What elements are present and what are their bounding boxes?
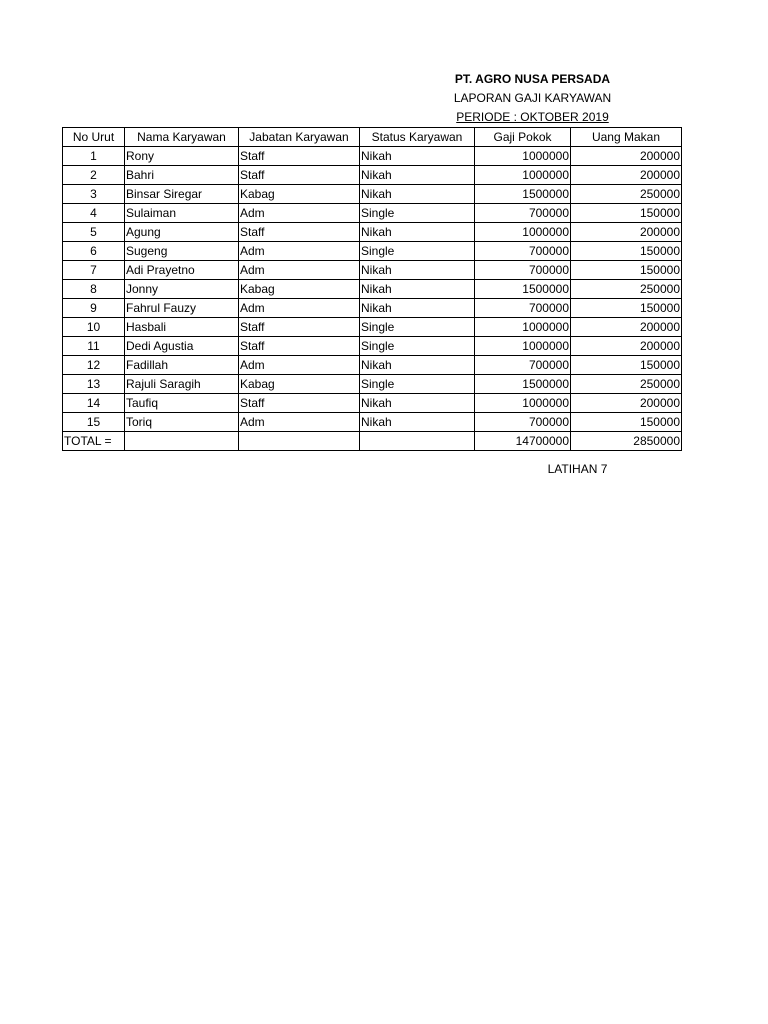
- cell-jabatan-karyawan: Adm: [239, 299, 360, 318]
- cell-uang-makan: 250000: [571, 280, 682, 299]
- cell-nama-karyawan: Fahrul Fauzy: [125, 299, 239, 318]
- table-row: [63, 356, 682, 375]
- cell-status-karyawan: Single: [360, 242, 475, 261]
- cell-uang-makan: 150000: [571, 242, 682, 261]
- cell-uang-makan: 150000: [571, 261, 682, 280]
- cell-nama-karyawan: Sugeng: [125, 242, 239, 261]
- column-header-no-urut: No Urut: [63, 128, 125, 147]
- cell-status-karyawan: Nikah: [360, 413, 475, 432]
- cell-nama-karyawan: Agung: [125, 223, 239, 242]
- table-row: [63, 242, 682, 261]
- table-row: [63, 413, 682, 432]
- table-row: [63, 185, 682, 204]
- table-row: [63, 166, 682, 185]
- cell-jabatan-karyawan: Adm: [239, 356, 360, 375]
- cell-no-urut: 12: [63, 356, 125, 375]
- cell-no-urut: 15: [63, 413, 125, 432]
- cell-uang-makan: 250000: [571, 375, 682, 394]
- cell-gaji-pokok: 700000: [475, 261, 571, 280]
- cell-jabatan-karyawan: Adm: [239, 261, 360, 280]
- table-header-row: [63, 128, 682, 147]
- cell-no-urut: 13: [63, 375, 125, 394]
- table-row: [63, 204, 682, 223]
- cell-gaji-pokok: 700000: [475, 204, 571, 223]
- table-row: [63, 375, 682, 394]
- cell-no-urut: 7: [63, 261, 125, 280]
- cell-status-karyawan: Single: [360, 204, 475, 223]
- cell-no-urut: 6: [63, 242, 125, 261]
- total-empty-cell: [360, 432, 475, 451]
- total-empty-cell: [239, 432, 360, 451]
- cell-uang-makan: 200000: [571, 166, 682, 185]
- cell-jabatan-karyawan: Kabag: [239, 375, 360, 394]
- cell-gaji-pokok: 1000000: [475, 394, 571, 413]
- cell-status-karyawan: Nikah: [360, 185, 475, 204]
- cell-no-urut: 1: [63, 147, 125, 166]
- cell-nama-karyawan: Sulaiman: [125, 204, 239, 223]
- cell-jabatan-karyawan: Adm: [239, 413, 360, 432]
- cell-jabatan-karyawan: Kabag: [239, 280, 360, 299]
- cell-status-karyawan: Nikah: [360, 261, 475, 280]
- cell-uang-makan: 200000: [571, 394, 682, 413]
- cell-nama-karyawan: Binsar Siregar: [125, 185, 239, 204]
- cell-no-urut: 9: [63, 299, 125, 318]
- cell-gaji-pokok: 1500000: [475, 375, 571, 394]
- column-header-status-karyawan: Status Karyawan: [360, 128, 475, 147]
- cell-gaji-pokok: 1000000: [475, 147, 571, 166]
- table-row: [63, 337, 682, 356]
- cell-no-urut: 4: [63, 204, 125, 223]
- cell-jabatan-karyawan: Staff: [239, 147, 360, 166]
- cell-status-karyawan: Nikah: [360, 166, 475, 185]
- table-row: [63, 261, 682, 280]
- cell-gaji-pokok: 1000000: [475, 223, 571, 242]
- cell-gaji-pokok: 700000: [475, 242, 571, 261]
- cell-status-karyawan: Nikah: [360, 147, 475, 166]
- table-row: [63, 223, 682, 242]
- company-name: PT. AGRO NUSA PERSADA: [454, 72, 611, 86]
- cell-status-karyawan: Nikah: [360, 280, 475, 299]
- cell-gaji-pokok: 1000000: [475, 318, 571, 337]
- cell-gaji-pokok: 1000000: [475, 166, 571, 185]
- cell-gaji-pokok: 700000: [475, 299, 571, 318]
- cell-no-urut: 3: [63, 185, 125, 204]
- cell-uang-makan: 200000: [571, 337, 682, 356]
- cell-jabatan-karyawan: Staff: [239, 166, 360, 185]
- table-row: [63, 318, 682, 337]
- cell-nama-karyawan: Rony: [125, 147, 239, 166]
- cell-status-karyawan: Nikah: [360, 394, 475, 413]
- table-row: [63, 299, 682, 318]
- cell-jabatan-karyawan: Staff: [239, 394, 360, 413]
- cell-uang-makan: 150000: [571, 413, 682, 432]
- cell-jabatan-karyawan: Adm: [239, 242, 360, 261]
- cell-uang-makan: 150000: [571, 299, 682, 318]
- total-label: TOTAL =: [63, 432, 125, 451]
- report-period: PERIODE : OKTOBER 2019: [456, 110, 609, 124]
- cell-jabatan-karyawan: Staff: [239, 318, 360, 337]
- cell-uang-makan: 150000: [571, 204, 682, 223]
- cell-status-karyawan: Single: [360, 318, 475, 337]
- cell-jabatan-karyawan: Staff: [239, 337, 360, 356]
- total-row: [63, 432, 682, 451]
- cell-uang-makan: 250000: [571, 185, 682, 204]
- cell-status-karyawan: Single: [360, 337, 475, 356]
- cell-uang-makan: 200000: [571, 223, 682, 242]
- cell-nama-karyawan: Bahri: [125, 166, 239, 185]
- cell-status-karyawan: Nikah: [360, 299, 475, 318]
- table-body: [63, 147, 682, 432]
- cell-uang-makan: 200000: [571, 318, 682, 337]
- cell-gaji-pokok: 1000000: [475, 337, 571, 356]
- cell-jabatan-karyawan: Kabag: [239, 185, 360, 204]
- column-header-jabatan-karyawan: Jabatan Karyawan: [239, 128, 360, 147]
- cell-nama-karyawan: Rajuli Saragih: [125, 375, 239, 394]
- column-header-nama-karyawan: Nama Karyawan: [125, 128, 239, 147]
- cell-jabatan-karyawan: Staff: [239, 223, 360, 242]
- column-header-gaji-pokok: Gaji Pokok: [475, 128, 571, 147]
- cell-nama-karyawan: Taufiq: [125, 394, 239, 413]
- cell-nama-karyawan: Toriq: [125, 413, 239, 432]
- cell-nama-karyawan: Fadillah: [125, 356, 239, 375]
- report-title: LAPORAN GAJI KARYAWAN: [453, 91, 612, 105]
- table-row: [63, 280, 682, 299]
- cell-no-urut: 5: [63, 223, 125, 242]
- cell-jabatan-karyawan: Adm: [239, 204, 360, 223]
- cell-no-urut: 10: [63, 318, 125, 337]
- table-row: [63, 147, 682, 166]
- table-row: [63, 394, 682, 413]
- cell-uang-makan: 200000: [571, 147, 682, 166]
- cell-no-urut: 2: [63, 166, 125, 185]
- column-header-uang-makan: Uang Makan: [571, 128, 682, 147]
- cell-gaji-pokok: 1500000: [475, 280, 571, 299]
- cell-nama-karyawan: Dedi Agustia: [125, 337, 239, 356]
- cell-uang-makan: 150000: [571, 356, 682, 375]
- cell-gaji-pokok: 700000: [475, 356, 571, 375]
- total-empty-cell: [125, 432, 239, 451]
- cell-no-urut: 8: [63, 280, 125, 299]
- total-gaji-pokok: 14700000: [475, 432, 571, 451]
- salary-table: [62, 127, 682, 451]
- cell-no-urut: 11: [63, 337, 125, 356]
- cell-nama-karyawan: Adi Prayetno: [125, 261, 239, 280]
- cell-nama-karyawan: Hasbali: [125, 318, 239, 337]
- cell-gaji-pokok: 700000: [475, 413, 571, 432]
- cell-status-karyawan: Nikah: [360, 223, 475, 242]
- cell-status-karyawan: Single: [360, 375, 475, 394]
- cell-nama-karyawan: Jonny: [125, 280, 239, 299]
- exercise-label: LATIHAN 7: [547, 462, 608, 476]
- cell-gaji-pokok: 1500000: [475, 185, 571, 204]
- total-uang-makan: 2850000: [571, 432, 682, 451]
- cell-status-karyawan: Nikah: [360, 356, 475, 375]
- cell-no-urut: 14: [63, 394, 125, 413]
